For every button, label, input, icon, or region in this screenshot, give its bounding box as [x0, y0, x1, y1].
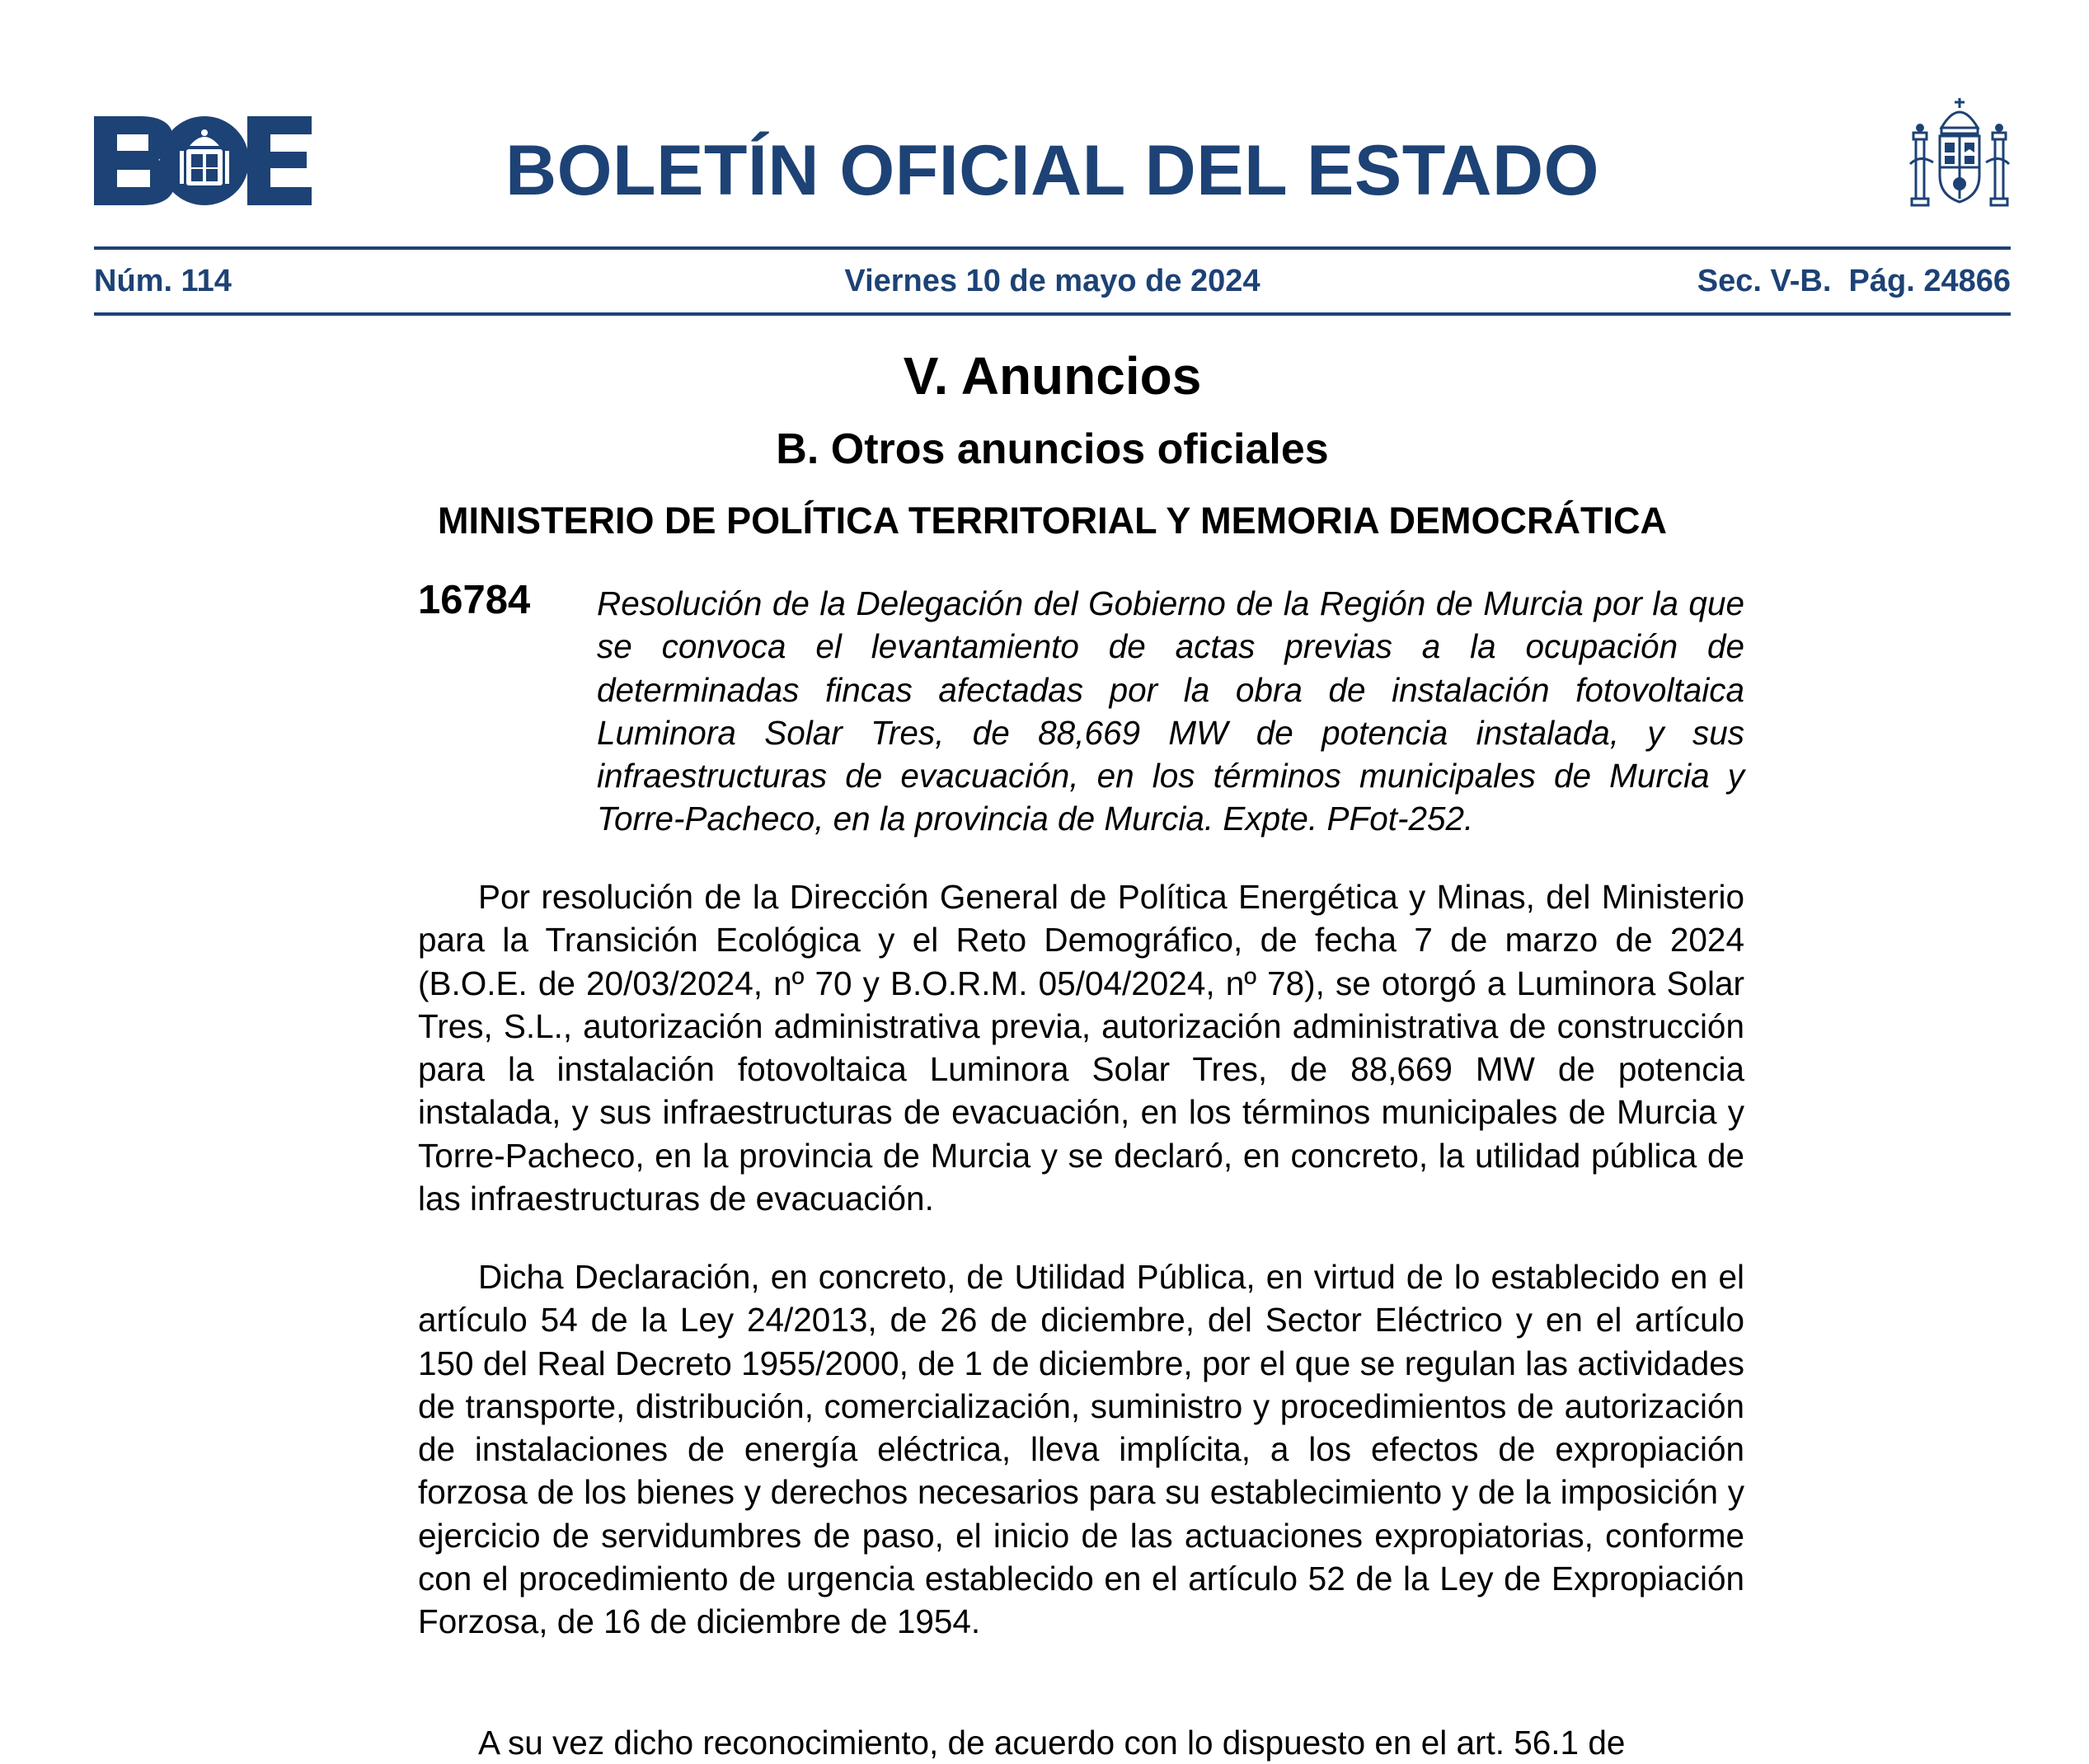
- announcement-number: 16784: [418, 578, 531, 622]
- section-title: V. Anuncios: [903, 346, 1202, 406]
- issue-number: Núm. 114: [94, 264, 232, 298]
- masthead: [94, 95, 2011, 227]
- header-top-rule: [94, 246, 2011, 250]
- announcement-summary: Resolución de la Delegación del Gobierno de la Región de Murcia por la que se convoca el levantamiento de actas previas a la ocupación de determinadas fincas afectadas por la obra de instalación fotovoltaica Luminora Solar Tres, de 88,669 MW de potencia instalada, y sus infraestructuras de evacuación, en los términos municipales de Murcia y Torre-Pacheco, en la provincia de Murcia. Expte. PFot-252.: [597, 584, 1744, 838]
- body-paragraph-3: A su vez dicho reconocimiento, de acuerdo con lo dispuesto en el art. 56.1 de: [478, 1724, 1626, 1762]
- masthead-title: BOLETÍN OFICIAL DEL ESTADO: [505, 131, 1599, 210]
- section-page: Sec. V-B. Pág. 24866: [1697, 264, 2011, 298]
- body-paragraph-1: Por resolución de la Dirección General de Política Energética y Minas, del Ministerio para la Transición Ecológica y el Reto Demográfico, de fecha 7 de marzo de 2024 (B.O.E. de 20/03/2024, nº 70 y B.O.R.M. 05/04/2024, nº 78), se otorgó a Luminora Solar Tres, S.L., autorización administrativa previa, autorización administrativa de construcción para la instalación fotovoltaica Luminora Solar Tres, de 88,669 MW de potencia instalada, y sus infraestructuras de evacuación, en los términos municipales de Murcia y Torre-Pacheco, en la provincia de Murcia y se declaró, en concreto, la utilidad pública de las infraestructuras de evacuación.: [418, 878, 1744, 1218]
- header-info-row: [94, 260, 2011, 302]
- issue-date: Viernes 10 de mayo de 2024: [844, 264, 1260, 298]
- coat-of-arms-icon: [1908, 95, 2011, 207]
- ministry-heading: MINISTERIO DE POLÍTICA TERRITORIAL Y MEMORIA DEMOCRÁTICA: [438, 500, 1667, 542]
- header-bottom-rule: [94, 312, 2011, 316]
- section-subtitle: B. Otros anuncios oficiales: [776, 425, 1329, 473]
- body-paragraph-2: Dicha Declaración, en concreto, de Utilidad Pública, en virtud de lo establecido en el artículo 54 de la Ley 24/2013, de 26 de diciembre, del Sector Eléctrico y en el artículo 150 del Real Decreto 1955/2000, de 1 de diciembre, por el que se regulan las actividades de transporte, distribución, comercialización, suministro y procedimientos de autorización de instalaciones de energía eléctrica, lleva implícita, a los efectos de expropiación forzosa de los bienes y derechos necesarios para su establecimiento y de la imposición y ejercicio de servidumbres de paso, el inicio de las actuaciones expropiatorias, conforme con el procedimiento de urgencia establecido en el artículo 52 de la Ley de Expropiación Forzosa, de 16 de diciembre de 1954.: [418, 1258, 1744, 1641]
